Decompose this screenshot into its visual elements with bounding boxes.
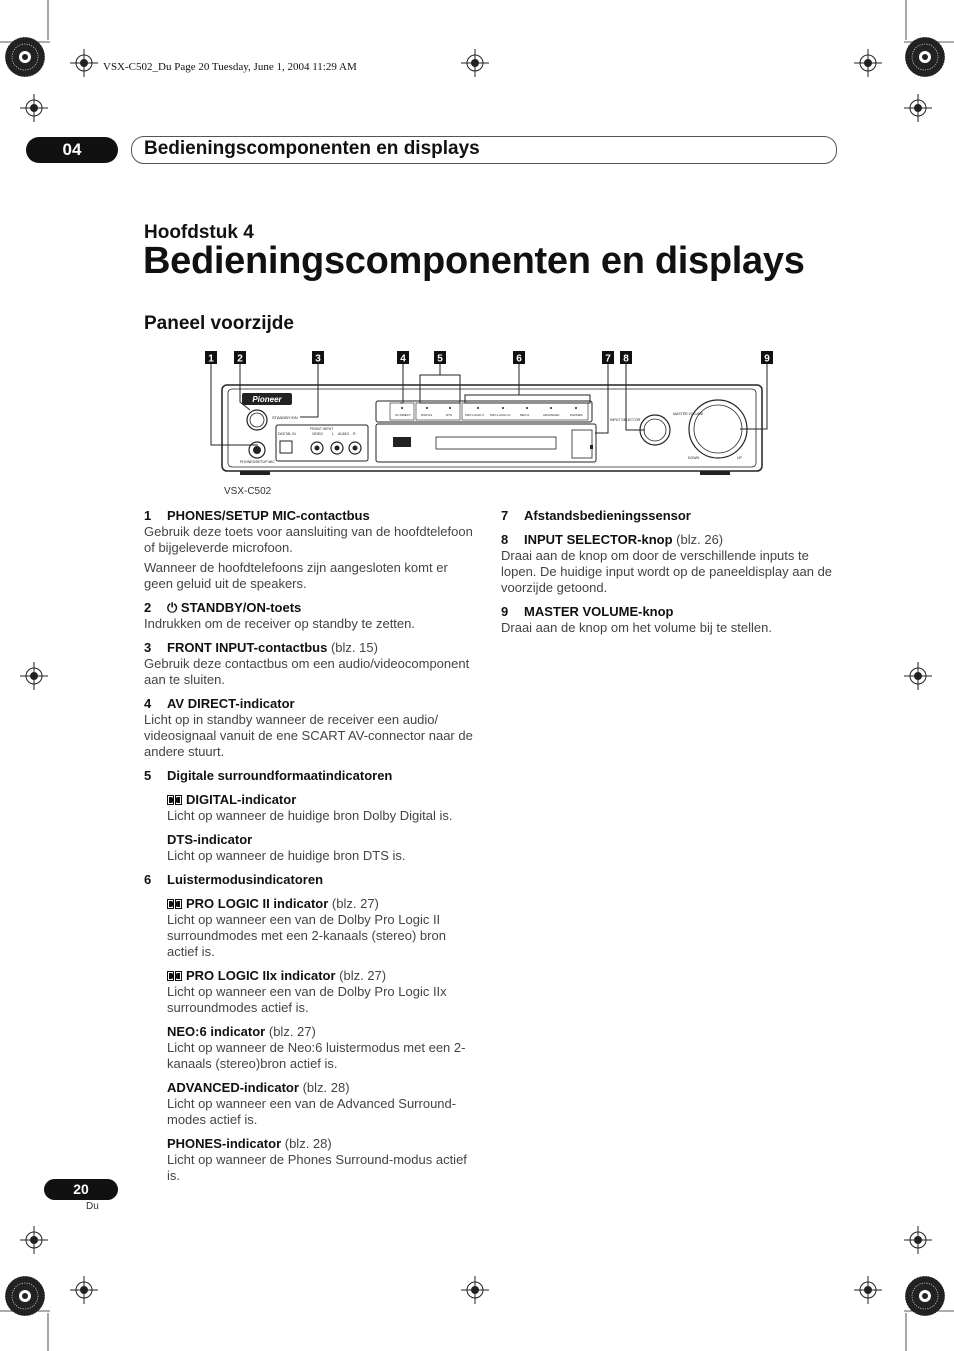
svg-text:AUDIO: AUDIO xyxy=(338,432,350,436)
page-ref: (blz. 26) xyxy=(676,532,724,547)
svg-text:DOWN: DOWN xyxy=(688,456,700,460)
right-column xyxy=(501,508,837,644)
sub-title: DIGITAL-indicator xyxy=(186,792,297,807)
svg-text:PRO LOGIC II: PRO LOGIC II xyxy=(465,413,485,417)
crosshair-mark xyxy=(904,1226,932,1254)
description-item xyxy=(144,696,480,760)
page-ref: (blz. 15) xyxy=(330,640,378,655)
item-number: 5 xyxy=(144,768,152,783)
sub-text: Licht op wanneer de huidige bron DTS is. xyxy=(167,848,406,863)
description-item xyxy=(144,768,480,864)
item-heading xyxy=(501,532,837,548)
item-heading xyxy=(501,604,837,620)
description-item xyxy=(144,872,480,1184)
item-number: 7 xyxy=(501,508,509,523)
svg-text:FRONT INPUT: FRONT INPUT xyxy=(310,427,334,431)
item-text: Wanneer de hoofdtelefoons zijn aangesloten komt er geen geluid uit de speakers. xyxy=(144,560,448,591)
item-number: 6 xyxy=(144,872,152,887)
item-heading xyxy=(144,768,480,784)
svg-text:UP: UP xyxy=(737,456,742,460)
front-panel-figure xyxy=(200,345,780,485)
left-column xyxy=(144,508,480,1192)
description-item xyxy=(144,640,480,688)
burst-mark-bl xyxy=(5,1276,45,1316)
sub-text: Licht op wanneer de Phones Surround-modus actief is. xyxy=(167,1152,467,1183)
svg-text:AV DIRECT: AV DIRECT xyxy=(395,413,411,417)
crosshair-mark xyxy=(854,49,882,77)
crosshair-mark xyxy=(904,94,932,122)
svg-text:ADVANCED: ADVANCED xyxy=(543,413,560,417)
item-number: 9 xyxy=(501,604,509,619)
sub-title: PRO LOGIC II indicator xyxy=(186,896,329,911)
chapter-label: Hoofdstuk 4 xyxy=(144,222,254,243)
item-number: 4 xyxy=(144,696,152,711)
item-text: Indrukken om de receiver op standby te zetten. xyxy=(144,616,415,631)
receiver-body xyxy=(222,385,762,471)
crosshair-mark xyxy=(20,94,48,122)
sub-text: Licht op wanneer een van de Dolby Pro Logic IIx surroundmodes actief is. xyxy=(167,984,447,1015)
sub-item xyxy=(167,1136,480,1184)
sub-title: PHONES-indicator xyxy=(167,1136,282,1151)
print-header: VSX-C502_Du Page 20 Tuesday, June 1, 2004 11:29 AM xyxy=(103,61,357,73)
master-volume-knob xyxy=(689,400,747,458)
sub-text: Licht op wanneer de huidige bron Dolby Digital is. xyxy=(167,808,453,823)
sub-item xyxy=(167,832,480,864)
sub-title: NEO:6 indicator xyxy=(167,1024,266,1039)
callout-number: 2 xyxy=(237,353,243,365)
item-text: Gebruik deze contactbus om een audio/videocomponent aan te sluiten. xyxy=(144,656,470,687)
item-title: Afstandsbedieningssensor xyxy=(524,508,691,523)
brand-text: Pioneer xyxy=(252,395,282,404)
item-heading xyxy=(501,508,837,524)
item-title: PHONES/SETUP MIC-contactbus xyxy=(167,508,370,523)
crosshair-mark xyxy=(461,49,489,77)
remote-sensor xyxy=(572,430,592,458)
sub-item xyxy=(167,896,480,960)
item-title: AV DIRECT-indicator xyxy=(167,696,295,711)
page-ref: (blz. 27) xyxy=(339,968,387,983)
item-title: FRONT INPUT-contactbus xyxy=(167,640,328,655)
page-number: 20 xyxy=(44,1179,118,1200)
item-heading xyxy=(144,696,480,712)
sub-text: Licht op wanneer de Neo:6 luistermodus met een 2-kanaals (stereo)bron actief is. xyxy=(167,1040,466,1071)
svg-text:R: R xyxy=(353,432,356,436)
callout-number: 4 xyxy=(400,353,406,365)
sub-item xyxy=(167,1024,480,1072)
crosshair-mark xyxy=(461,1276,489,1304)
crosshair-mark xyxy=(70,49,98,77)
item-number: 2 xyxy=(144,600,152,615)
item-title: Digitale surroundformaatindicatoren xyxy=(167,768,393,783)
description-item xyxy=(501,532,837,596)
item-number: 3 xyxy=(144,640,152,655)
dolby-icon xyxy=(167,971,182,981)
crosshair-mark xyxy=(904,662,932,690)
svg-text:VIDEO: VIDEO xyxy=(312,432,323,436)
page-ref: (blz. 27) xyxy=(268,1024,316,1039)
sub-text: Licht op wanneer een van de Advanced Surround-modes actief is. xyxy=(167,1096,457,1127)
item-text: Draai aan de knop om door de verschillende inputs te lopen. De huidige input wordt op de paneeldisplay aan de voorzijde getoond. xyxy=(501,548,833,595)
description-item xyxy=(501,604,837,636)
item-number: 8 xyxy=(501,532,509,547)
description-item xyxy=(144,508,480,592)
description-item xyxy=(144,600,480,632)
crosshair-mark xyxy=(20,1226,48,1254)
item-title: ⏻ STANDBY/ON-toets xyxy=(167,600,302,615)
callout-number: 5 xyxy=(437,353,443,365)
crosshair-mark xyxy=(854,1276,882,1304)
callout-number: 6 xyxy=(516,353,522,365)
item-heading xyxy=(144,872,480,888)
svg-text:PHONES: PHONES xyxy=(570,413,583,417)
svg-text:STANDBY/ON: STANDBY/ON xyxy=(272,415,298,420)
sub-item xyxy=(167,792,480,824)
item-title: Luistermodusindicatoren xyxy=(167,872,324,887)
svg-text:L: L xyxy=(332,432,334,436)
item-heading xyxy=(144,640,480,656)
description-item xyxy=(501,508,837,524)
burst-mark-br xyxy=(905,1276,945,1316)
callout-number: 1 xyxy=(208,353,214,365)
svg-text:DTS: DTS xyxy=(446,413,452,417)
svg-text:DIGITAL IN: DIGITAL IN xyxy=(278,432,296,436)
sub-item xyxy=(167,1080,480,1128)
item-title: INPUT SELECTOR-knop xyxy=(524,532,673,547)
model-label: VSX-C502 xyxy=(224,486,272,497)
item-title: MASTER VOLUME-knop xyxy=(524,604,674,619)
callout-number: 9 xyxy=(764,353,770,365)
burst-mark-tr xyxy=(905,37,945,77)
burst-mark-tl xyxy=(5,37,45,77)
svg-text:PHONES/SETUP MIC: PHONES/SETUP MIC xyxy=(240,460,275,464)
svg-text:MASTER VOLUME: MASTER VOLUME xyxy=(673,412,704,416)
svg-text:NEO:6: NEO:6 xyxy=(520,413,530,417)
svg-text:INPUT SELECTOR: INPUT SELECTOR xyxy=(610,418,641,422)
item-heading xyxy=(144,600,480,616)
item-text: Gebruik deze toets voor aansluiting van de hoofdtelefoon of bijgeleverde microfoon. xyxy=(144,524,473,555)
page-ref: (blz. 28) xyxy=(284,1136,332,1151)
callout-number: 7 xyxy=(605,353,611,365)
item-text: Draai aan de knop om het volume bij te stellen. xyxy=(501,620,772,635)
sub-title: ADVANCED-indicator xyxy=(167,1080,299,1095)
crosshair-mark xyxy=(70,1276,98,1304)
callout-number: 8 xyxy=(623,353,629,365)
svg-text:DIGITAL: DIGITAL xyxy=(421,413,433,417)
dolby-icon xyxy=(167,795,182,805)
crosshair-mark xyxy=(20,662,48,690)
sub-title: PRO LOGIC IIx indicator xyxy=(186,968,336,983)
dolby-icon xyxy=(167,899,182,909)
page-ref: (blz. 27) xyxy=(331,896,379,911)
item-text: Licht op in standby wanneer de receiver een audio/ videosignaal vanuit de ene SCART AV-connector naar de andere stuurt. xyxy=(144,712,473,759)
callout-number: 3 xyxy=(315,353,321,365)
chapter-badge: 04 xyxy=(26,137,118,163)
svg-text:PRO LOGIC IIx: PRO LOGIC IIx xyxy=(490,413,511,417)
section-title: Paneel voorzijde xyxy=(144,313,294,334)
sub-title: DTS-indicator xyxy=(167,832,253,847)
sub-text: Licht op wanneer een van de Dolby Pro Logic II surroundmodes met een 2-kanaals (stereo) bron actief is. xyxy=(167,912,446,959)
page-language: Du xyxy=(86,1201,99,1212)
header-title: Bedieningscomponenten en displays xyxy=(144,138,480,159)
page-title: Bedieningscomponenten en displays xyxy=(143,240,805,282)
page-ref: (blz. 28) xyxy=(302,1080,350,1095)
item-number: 1 xyxy=(144,508,152,523)
sub-item xyxy=(167,968,480,1016)
item-heading xyxy=(144,508,480,524)
